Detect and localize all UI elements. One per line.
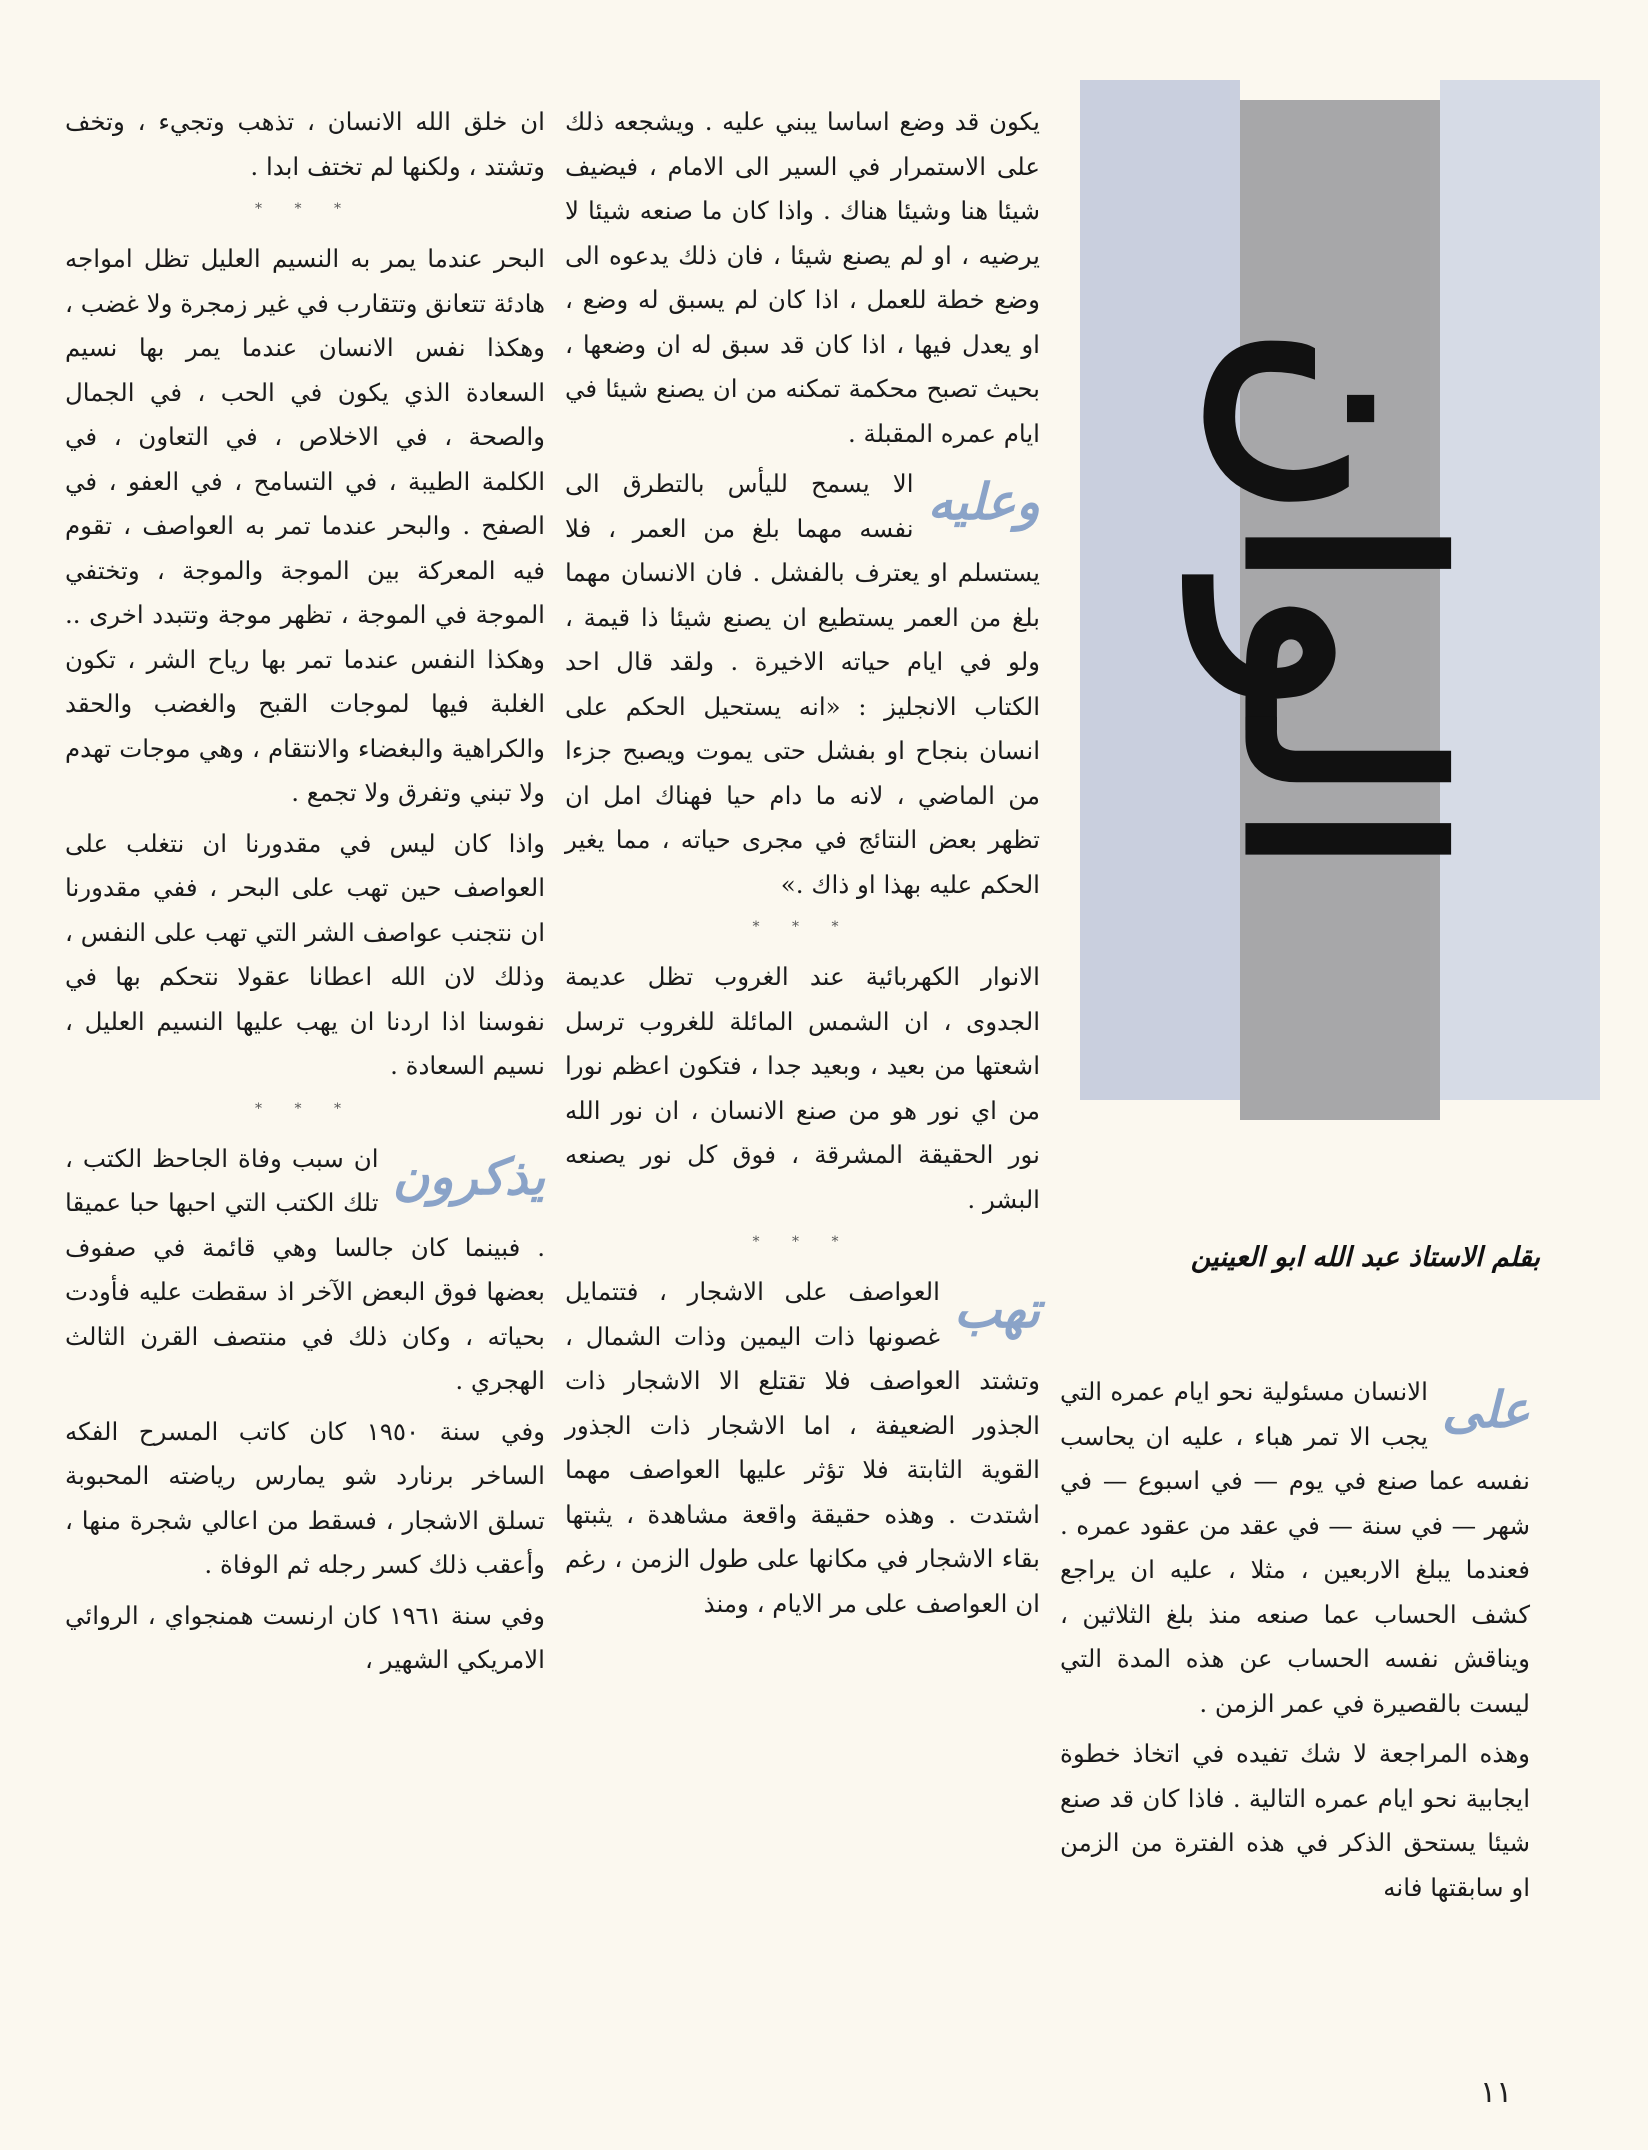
paragraph-text: الانسان مسئولية نحو ايام عمره التي يجب الا تمر هباء ، عليه ان يحاسب نفسه عما صنع في يوم — في اسبوع — في شهر — في سنة — في عقد من عقود عمره . فعندما يبلغ الاربعين ، مثلا ، عليه ان يراجع كشف الحساب عما صنعه منذ بلغ الثلاثين ، ويناقش نفسه الحساب عن هذه المدة التي ليست بالقصيرة في عمر الزمن . — [1060, 1377, 1530, 1718]
page-number: ١١ — [1480, 2075, 1513, 2110]
paragraph: الانوار الكهربائية عند الغروب تظل عديمة الجدوى ، ان الشمس المائلة للغروب ترسل اشعتها من بعيد ، وبعيد جدا ، فتكون اعظم نورا من اي نور هو من صنع الانسان ، ان نور الله نور الحقيقة المشرقة ، فوق كل نور يصنعه البشر . — [565, 962, 1040, 1214]
paragraph: وفي سنة ١٩٦١ كان ارنست همنجواي ، الروائي الامريكي الشهير ، — [65, 1600, 545, 1674]
section-separator: * * * — [752, 919, 853, 935]
left-column — [65, 100, 545, 2050]
title-block — [1080, 80, 1600, 1120]
paragraph-text: العواصف على الاشجار ، فتتمايل غصونها ذات اليمين وذات الشمال ، وتشتد العواصف فلا تقتلع الا الاشجار ذات الجذور الضعيفة ، اما الاشجار ذات الجذور القوية الثابتة فلا تؤثر عليها العواصف مهما اشتدت . وهذه حقيقة واقعة مشاهدة ، يثبتها بقاء الاشجار في مكانها على طول الزمن ، رغم ان العواصف على مر الايام ، ومنذ — [565, 1277, 1040, 1618]
paragraph — [65, 1137, 545, 1404]
paragraph: واذا كان ليس في مقدورنا ان نتغلب على العواصف حين تهب على البحر ، ففي مقدورنا ان نتجنب عواصف الشر التي تهب على النفس ، وذلك لان الله اعطانا عقولا نتحكم بها في نفوسنا اذا اردنا ان يهب عليها النسيم العليل ، نسيم السعادة . — [65, 828, 545, 1080]
kicker-tahubb: تهب — [953, 1280, 1040, 1339]
kicker-waalayhi: وعليه — [927, 472, 1040, 531]
section-separator: * * * — [255, 201, 355, 217]
paragraph: يكون قد وضع اساسا يبني عليه . ويشجعه ذلك على الاستمرار في السير الى الامام ، فيضيف شيئا هنا وشيئا هناك . واذا كان ما صنعه شيئا لا يرضيه ، او لم يصنع شيئا ، فان ذلك يدعوه الى وضع خطة للعمل ، اذا كان لم يسبق له وضع ، او يعدل فيها ، اذا كان قد سبق له ان وضعها ، بحيث تصبح محكمة تمكنه من ان يصنع شيئا في ايام عمره المقبلة . — [565, 107, 1040, 448]
paragraph-text: الا يسمح لليأس بالتطرق الى نفسه مهما بلغ من العمر ، فلا يستسلم او يعترف بالفشل . فان الانسان مهما بلغ من العمر يستطيع ان يصنع شيئا ذا قيمة ، ولو في ايام حياته الاخيرة . ولقد قال احد الكتاب الانجليز : «انه يستحيل الحكم على انسان بنجاح او بفشل حتى يموت ويصبح جزءا من الماضي ، لانه ما دام حيا فهناك امل ان تظهر بعض النتائج في مجرى حياته ، مما يغير الحكم عليه بهذا او ذاك .» — [565, 469, 1040, 899]
page-title: الوان — [1187, 325, 1493, 875]
paragraph: البحر عندما يمر به النسيم العليل تظل امواجه هادئة تتعانق وتتقارب في غير زمجرة ولا غضب ، وهكذا نفس الانسان عندما يمر بها نسيم السعادة الذي يكون في الحب ، في الجمال والصحة ، في الاخلاص ، في التعاون ، في الكلمة الطيبة ، في التسامح ، في العفو ، في الصفح . والبحر عندما تمر به العواصف ، تقوم فيه المعركة بين الموجة والموجة ، وتختفي الموجة في الموجة ، تظهر موجة وتتبدد اخرى .. وهكذا النفس عندما تمر بها رياح الشر ، تكون الغلبة فيها لموجات القبح والغضب والحقد والكراهية والبغضاء والانتقام ، وهي موجات تهدم ولا تبني وتفرق ولا تجمع . — [65, 244, 545, 807]
paragraph: وفي سنة ١٩٥٠ كان كاتب المسرح الفكه الساخر برنارد شو يمارس رياضته المحبوبة تسلق الاشجار ، فسقط من اعالي شجرة منها ، وأعقب ذلك كسر رجله ثم الوفاة . — [65, 1416, 545, 1579]
paragraph: ان خلق الله الانسان ، تذهب وتجيء ، وتخف وتشتد ، ولكنها لم تختف ابدا . — [65, 107, 545, 181]
paragraph — [565, 462, 1040, 907]
section-separator: * * * — [752, 1234, 853, 1250]
paragraph — [1060, 1370, 1530, 1726]
section-separator: * * * — [255, 1100, 355, 1117]
title-calligraphy — [1080, 80, 1600, 1120]
right-column — [1060, 1370, 1530, 2050]
paragraph-text: ان سبب وفاة الجاحظ الكتب ، تلك الكتب التي احبها حبا عميقا . فبينما كان جالسا وهي قائمة في صفوف بعضها فوق البعض الآخر اذ سقطت عليه فأودت بحياته ، وكان ذلك في منتصف القرن الثالث الهجري . — [65, 1143, 545, 1395]
kicker-yadhkurun: يذكرون — [392, 1146, 545, 1206]
middle-column — [565, 100, 1040, 2050]
byline: بقلم الاستاذ عبد الله ابو العينين — [1190, 1242, 1540, 1273]
kicker-ala: على — [1441, 1380, 1530, 1439]
paragraph: وهذه المراجعة لا شك تفيده في اتخاذ خطوة ايجابية نحو ايام عمره التالية . فاذا كان قد صنع شيئا يستحق الذكر في هذه الفترة من الزمن او سابقتها فانه — [1060, 1739, 1530, 1902]
paragraph — [565, 1270, 1040, 1626]
